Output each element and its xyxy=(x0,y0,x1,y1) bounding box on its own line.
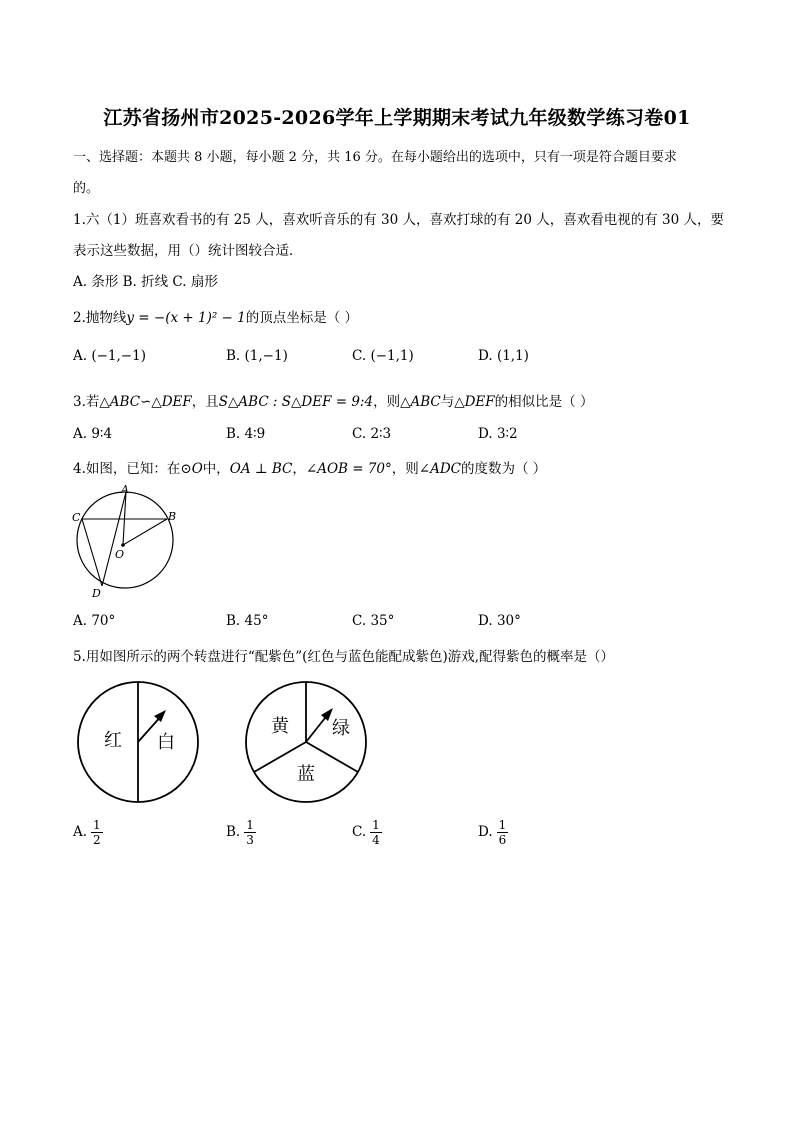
q3-area-ratio: S△ABC : S△DEF = 9:4 xyxy=(218,394,374,410)
q3-stem: 3.若△ABC∽△DEF，且S△ABC : S△DEF = 9:4，则△ABC与△DEF的相似比是（ ） xyxy=(73,394,594,410)
spinner-1-label-red: 红 xyxy=(104,730,122,751)
q3-similarity: △ABC∽△DEF xyxy=(99,394,192,410)
label-o: O xyxy=(115,548,125,561)
q3-option-a: A. 9∶4 xyxy=(73,426,113,442)
page-title: 江苏省扬州市2025-2026学年上学期期末考试九年级数学练习卷01 xyxy=(103,107,691,129)
q4-option-b: B. 45° xyxy=(226,613,269,629)
segment-cd xyxy=(82,519,102,586)
segment-ad xyxy=(102,492,126,586)
q1-options: A. 条形 B. 折线 C. 扇形 xyxy=(73,274,218,290)
label-a: A xyxy=(121,483,129,496)
q4-option-c: C. 35° xyxy=(352,613,395,629)
q3-option-c: C. 2∶3 xyxy=(352,426,392,442)
section-header-line2: 的。 xyxy=(73,181,100,196)
spinner-2 xyxy=(244,680,368,804)
q2-option-b: B. (1,−1) xyxy=(226,348,288,364)
q4-option-d: D. 30° xyxy=(478,613,521,629)
point-o xyxy=(121,543,125,547)
spinner-1-label-white: 白 xyxy=(157,732,175,753)
spinner-2-label-yellow: 黄 xyxy=(271,716,289,737)
spinner-2-label-blue: 蓝 xyxy=(297,764,315,785)
label-b: B xyxy=(168,510,177,523)
q4-option-a: A. 70° xyxy=(73,613,116,629)
q2-prefix: 2.抛物线 xyxy=(73,310,127,326)
q2-option-d: D. (1,1) xyxy=(478,348,529,364)
q4-circle-figure xyxy=(66,482,186,602)
q4-stem: 4.如图，已知：在⊙O中，OA ⊥ BC，∠AOB = 70°，则∠ADC的度数为（ ） xyxy=(73,461,547,477)
q2-formula: y = −(x + 1)² − 1 xyxy=(126,310,246,326)
q5-stem: 5.用如图所示的两个转盘进行“配紫色”(红色与蓝色能配成紫色)游戏,配得紫色的概率是（） xyxy=(73,649,615,665)
q3-option-b: B. 4∶9 xyxy=(226,426,266,442)
q1-line1: 1.六（1）班喜欢看书的有 25 人，喜欢听音乐的有 30 人，喜欢打球的有 20 人，喜欢看电视的有 30 人，要 xyxy=(73,212,725,228)
q5-option-c: C. $\frac{1}{4}$ xyxy=(352,818,380,847)
q5-option-a: A. $\frac{1}{2}$ xyxy=(73,818,101,847)
segment-ob xyxy=(123,519,167,545)
label-d: D xyxy=(92,587,101,600)
q3-option-d: D. 3∶2 xyxy=(478,426,518,442)
q2-option-a: A. (−1,−1) xyxy=(73,348,146,364)
q2-stem xyxy=(73,306,358,326)
label-c: C xyxy=(72,511,81,524)
q2-option-c: C. (−1,1) xyxy=(352,348,414,364)
spinner-1 xyxy=(76,680,200,804)
q1-line2: 表示这些数据，用（）统计图较合适． xyxy=(73,243,303,259)
section-header-line1: 一、选择题：本题共 8 小题，每小题 2 分，共 16 分。在每小题给出的选项中，只有一项是符合题目要求 xyxy=(73,150,677,165)
spinner-2-label-green: 绿 xyxy=(332,718,350,739)
q2-suffix: 的顶点坐标是（ ） xyxy=(245,310,359,326)
q5-option-b: B. $\frac{1}{3}$ xyxy=(226,818,254,847)
q5-option-d: D. $\frac{1}{6}$ xyxy=(478,818,507,847)
